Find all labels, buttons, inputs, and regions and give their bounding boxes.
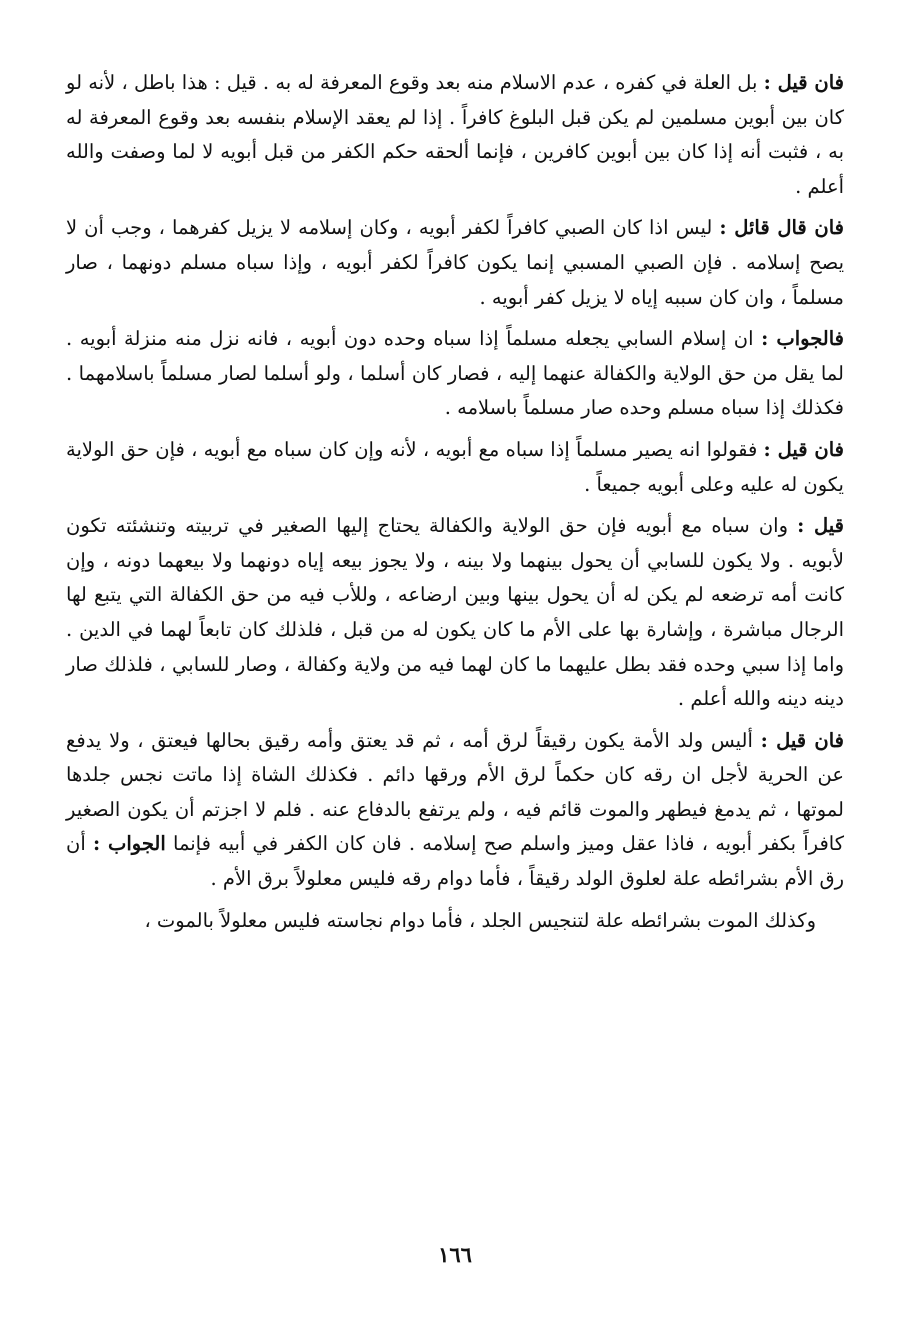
- paragraph-text: وان سباه مع أبويه فإن حق الولاية والكفالة يحتاج إليها الصغير في تربيته وتنشئته تكون لأبويه . ولا يكون للسابي أن يحول بينهما ولا بينه ، ولا يجوز بيعه إياه دونهما ولا بيعهما دونه ، وإن كانت أمه ترضعه لم يكن له أن يحول بينها وبين ارضاعه ، وللأب فيه من حق الكفالة التي يتبع لها الرجال مباشرة ، وإشارة بها على الأم ما كان يكون له من قبل ، فلذلك كان تابعاً لهما في الدين . واما إذا سبي وحده فقد بطل عليهما ما كان لهما فيه من ولاية وكفالة ، وصار للسابي ، فلذلك صار دينه دينه والله أعلم .: [66, 514, 844, 711]
- paragraph-text: ان إسلام السابي يجعله مسلماً إذا سباه وحده دون أبويه ، فانه نزل منه منزلة أبويه . لما يقل من حق الولاية والكفالة عنهما إليه ، فصار كان أسلما ، ولو أسلما لصار مسلماً باسلامهما . فكذلك إذا سباه مسلم وحده صار مسلماً باسلامه .: [66, 327, 844, 420]
- paragraph-4: [66, 433, 844, 502]
- inline-answer-lead: الجواب :: [92, 832, 166, 856]
- paragraph-text: فقولوا انه يصير مسلماً إذا سباه مع أبويه ، لأنه وإن كان سباه مع أبويه ، فإن حق الولاية يكون له عليه وعلى أبويه جميعاً .: [66, 437, 844, 496]
- paragraph-lead: قيل :: [797, 514, 844, 538]
- paragraph-text: بل العلة في كفره ، عدم الاسلام منه بعد وقوع المعرفة له به . قيل : هذا باطل ، لأنه لو كان بين أبوين مسلمين لم يكن قبل البلوغ كافراً . إذا لم يعقد الإسلام بنفسه بعد وقوع المعرفة له به ، فثبت أنه إذا كان بين أبوين كافرين ، فإنما ألحقه حكم الكفر من قبل أبويه لا لما وصفت والله أعلم .: [66, 71, 844, 198]
- paragraph-1: [66, 66, 844, 204]
- paragraph-text: وكذلك الموت بشرائطه علة لتنجيس الجلد ، فأما دوام نجاسته فليس معلولاً بالموت ،: [144, 908, 816, 932]
- paragraph-6: [66, 724, 844, 897]
- paragraph-lead: فان قيل :: [763, 71, 844, 94]
- paragraph-lead: فان قيل :: [763, 437, 844, 461]
- paragraph-lead: فان قيل :: [760, 728, 844, 752]
- paragraph-7: [66, 904, 844, 939]
- body-text: [66, 66, 844, 945]
- paragraph-5: [66, 509, 844, 717]
- inline-answer-text: أن رق الأم بشرائطه علة لعلوق الولد رقيقاً ، فأما دوام رقه فليس معلولاً برق الأم .: [66, 832, 844, 891]
- paragraph-3: [66, 322, 844, 426]
- paragraph-text: أليس ولد الأمة يكون رقيقاً لرق أمه ، ثم قد يعتق وأمه رقيق بحالها فيعتق ، ولا يدفع عن الحرية لأجل ان رقه كان حكماً لرق الأم ورقها دائم . فكذلك الشاة إذا ماتت نجس جلدها لموتها ، ثم يدمغ فيطهر والموت قائم فيه ، ولم يرتفع بالدفاع عنه . فلم لا اجزتم أن يكون الصغير كافراً بكفر أبويه ، فاذا عقل وميز واسلم صح إسلامه . فان كان الكفر في أبيه فإنما: [66, 728, 844, 856]
- page-number: ١٦٦: [438, 1242, 472, 1267]
- paragraph-2: [66, 211, 844, 315]
- paragraph-text: ليس اذا كان الصبي كافراً لكفر أبويه ، وكان إسلامه لا يزيل كفرهما ، وجب أن لا يصح إسلامه . فإن الصبي المسبي إنما يكون كافراً لكفر أبويه ، وإذا سباه مسلم دونهما ، صار مسلماً ، وان كان سببه إياه لا يزيل كفر أبويه .: [66, 216, 844, 309]
- paragraph-lead: فان قال قائل :: [719, 216, 844, 240]
- paragraph-lead: فالجواب :: [761, 327, 844, 351]
